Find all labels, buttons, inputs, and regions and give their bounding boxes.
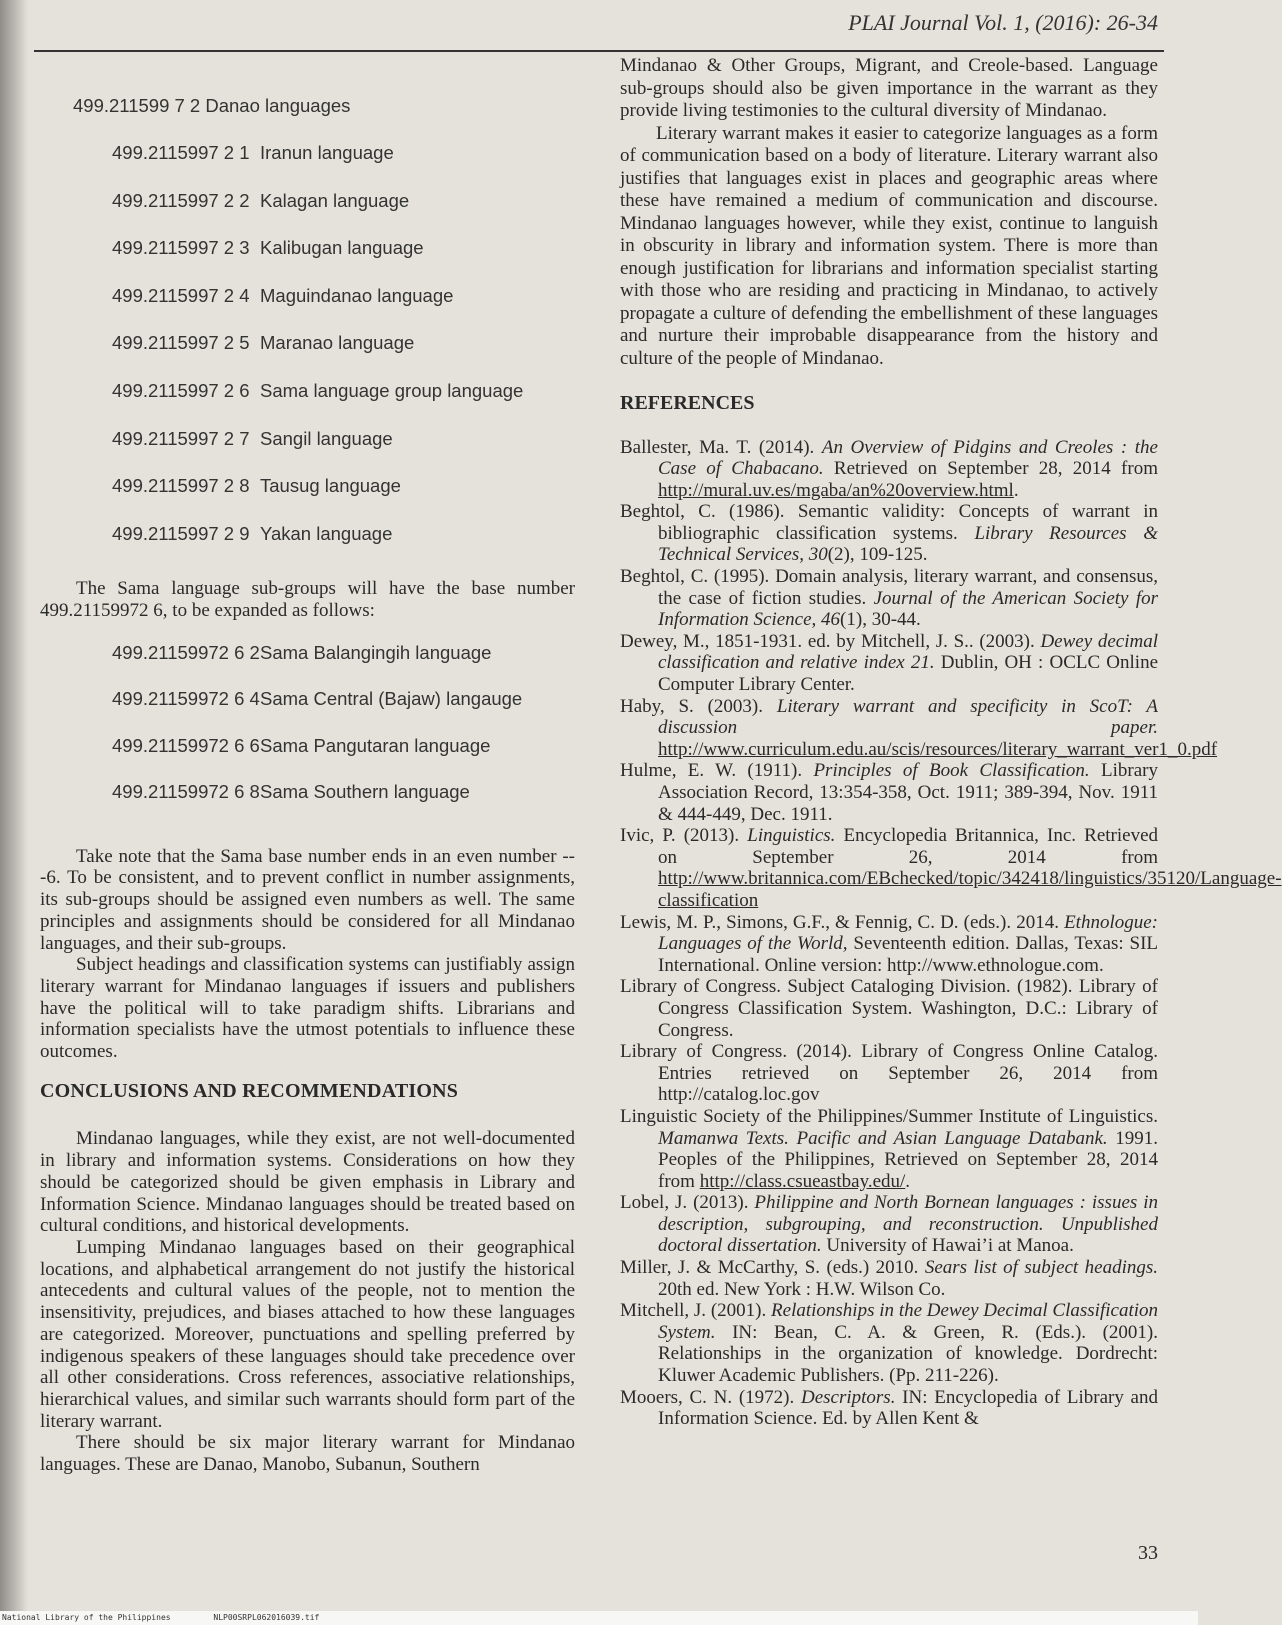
reference-text: Dublin, OH : OCLC Online Computer Library Center. bbox=[658, 652, 1159, 696]
class-number: 499.21159972 6 6 bbox=[112, 734, 260, 756]
reference-text: 20th ed. New York : H.W. Wilson Co. bbox=[658, 1278, 946, 1300]
conclusions-heading: CONCLUSIONS AND RECOMMENDATIONS bbox=[40, 1079, 459, 1102]
reference-entry bbox=[620, 566, 1158, 631]
reference-title: Dewey decimal classification and relative index 21. bbox=[658, 630, 1158, 674]
reference-entry bbox=[620, 1106, 1158, 1192]
reference-title: Library Resources & Technical Services, 30 bbox=[658, 522, 1158, 566]
reference-entry bbox=[620, 1257, 1158, 1300]
reference-text: Haby, S. (2003). bbox=[620, 695, 777, 717]
right-column bbox=[620, 55, 1282, 1430]
class-number: 499.21159972 6 2 bbox=[112, 641, 260, 663]
conclusion-paragraph: Mindanao languages, while they exist, are not well-documented in library and information systems. Considerations on how they should be categorized should be given emphasis in Library and Information Science. Mindanao languages should be treated based on cultural conditions, and historical developments. bbox=[40, 1128, 575, 1237]
reference-text: (1), 30-44. bbox=[840, 609, 921, 631]
reference-entry bbox=[620, 501, 1158, 566]
reference-text: Lewis, M. P., Simons, G.F., & Fennig, C. D. (eds.). 2014. bbox=[620, 911, 1065, 933]
reference-title: Journal of the American Society for Information Science, 46 bbox=[658, 587, 1159, 631]
class-number: 499.21159972 6 8 bbox=[112, 781, 260, 803]
header-rule bbox=[34, 50, 1164, 52]
reference-text: Ballester, Ma. T. (2014). bbox=[620, 436, 822, 458]
reference-text: Library Association Record, 13:354-358, Oct. 1911; 389-394, Nov. 1911 & 444-449, Dec. 1911. bbox=[658, 760, 1158, 825]
footer-file: NLP00SRPL062016039.tif bbox=[213, 1613, 320, 1622]
reference-text: Seventeenth edition. Dallas, Texas: SIL International. Online version: http://www.ethnologue.com. bbox=[658, 933, 1159, 976]
class-number: 499.2115997 2 8 bbox=[112, 475, 250, 497]
class-label: Kalibugan language bbox=[260, 237, 424, 259]
conclusion-paragraph: Lumping Mindanao languages based on their geographical locations, and alphabetical arrangement do not justify the historical antecedents and cultural values of the people, not to mention the insensitivity, prejudices, and biases attached to how these languages are categorized. Moreover, punctuations and spelling preferred by indigenous speakers of these languages should take precedence over all other considerations. Cross references, associative relationships, hierarchical values, and similar such warrants should form part of the literary warrant. bbox=[40, 1237, 575, 1432]
reference-text: IN: Bean, C. A. & Green, R. (Eds.). (2001). Relationships in the organization of knowledge. Dordrecht: Kluwer Academic Publishers. (Pp. 211-226). bbox=[658, 1321, 1158, 1387]
class-number: 499.2115997 2 9 bbox=[112, 522, 250, 544]
reference-text: Hulme, E. W. (1911). bbox=[620, 760, 814, 782]
sama-classification-list bbox=[40, 642, 575, 828]
sama-row bbox=[40, 688, 575, 735]
class-label: Sangil language bbox=[260, 427, 393, 449]
sama-row bbox=[40, 781, 575, 828]
class-number: 499.2115997 2 4 bbox=[112, 284, 250, 306]
reference-title: Ethnologue: Languages of the World, bbox=[658, 911, 1158, 955]
classification-row bbox=[40, 475, 575, 523]
class-number: 499.21159972 6 4 bbox=[112, 688, 260, 710]
class-number: 499.2115997 2 6 bbox=[112, 379, 250, 401]
reference-text: Encyclopedia Britannica, Inc. Retrieved on September 26, 2014 from bbox=[658, 825, 1159, 868]
reference-text: IN: Encyclopedia of Library and Information Science. Ed. by Allen Kent & bbox=[658, 1386, 1158, 1430]
reference-text: Beghtol, C. (1986). Semantic validity: Concepts of warrant in bibliographic classification systems. bbox=[620, 501, 1158, 544]
reference-title: Literary warrant and specificity in ScoT: A discussion paper. bbox=[658, 695, 1158, 739]
reference-entry bbox=[620, 1041, 1158, 1106]
classification-row bbox=[40, 332, 575, 380]
reference-entry bbox=[620, 912, 1158, 977]
class-number: 499.2115997 2 5 bbox=[112, 332, 250, 354]
class-label: Maranao language bbox=[260, 332, 415, 354]
classification-row bbox=[40, 237, 575, 285]
page-number: 33 bbox=[1138, 1542, 1158, 1564]
classification-heading: 499.211599 7 2 Danao languages bbox=[73, 95, 351, 116]
class-label: Sama Central (Bajaw) langauge bbox=[260, 688, 523, 710]
references-list bbox=[620, 436, 1282, 1430]
reference-text: . bbox=[905, 1170, 911, 1192]
classification-row bbox=[40, 142, 575, 190]
running-head: PLAI Journal Vol. 1, (2016): 26-34 bbox=[848, 10, 1158, 35]
footer-library: National Library of the Philippines bbox=[2, 1613, 171, 1622]
sama-row bbox=[40, 642, 575, 689]
reference-text: (2), 109-125. bbox=[827, 544, 928, 566]
reference-link: http://class.csueastbay.edu/ bbox=[699, 1170, 906, 1192]
reference-entry bbox=[620, 760, 1158, 825]
book-spine-shadow bbox=[0, 0, 28, 1625]
classification-row bbox=[40, 523, 575, 571]
reference-entry bbox=[620, 1300, 1158, 1386]
sama-row bbox=[40, 735, 575, 782]
reference-text: Miller, J. & McCarthy, S. (eds.) 2010. bbox=[620, 1257, 925, 1279]
reference-entry bbox=[620, 976, 1158, 1041]
left-column bbox=[40, 95, 575, 1476]
classification-row bbox=[40, 285, 575, 333]
reference-title: Sears list of subject headings. bbox=[924, 1257, 1159, 1279]
classification-row bbox=[40, 190, 575, 238]
reference-text: Library of Congress. (2014). Library of Congress Online Catalog. Entries retrieved on September 26, 2014 from http://catalog.loc.gov bbox=[620, 1041, 1158, 1106]
reference-title: Relationships in the Dewey Decimal Classification System. bbox=[658, 1300, 1158, 1343]
class-label: Sama language group language bbox=[260, 379, 524, 401]
class-number: 499.2115997 2 7 bbox=[112, 427, 250, 449]
body-paragraph: Take note that the Sama base number ends in an even number ---6. To be consistent, and to prevent conflict in number assignments, its sub-groups should be assigned even numbers as well. The same principles and assignments should be considered for all Mindanao languages, and their sub-groups. bbox=[40, 845, 575, 954]
reference-entry bbox=[620, 631, 1158, 696]
reference-title: Philippine and North Bornean languages : issues in description, subgrouping, and reconstruction. Unpublished doctoral dissertation. bbox=[658, 1192, 1158, 1257]
class-number: 499.2115997 2 2 bbox=[112, 189, 250, 211]
reference-link: http://mural.uv.es/mgaba/an%20overview.html bbox=[658, 479, 1014, 501]
reference-title: Mamanwa Texts. Pacific and Asian Language Databank. bbox=[658, 1127, 1108, 1149]
references-heading: REFERENCES bbox=[620, 392, 755, 414]
reference-title: Descriptors. bbox=[800, 1386, 896, 1408]
classification-row bbox=[40, 428, 575, 476]
body-paragraph: Subject headings and classification systems can justifiably assign literary warrant for Mindanao languages if issuers and publishers have the political will to take paradigm shifts. Librarians and information specialists have the utmost potentials to influence these outcomes. bbox=[40, 954, 575, 1063]
reference-text: Library of Congress. Subject Cataloging Division. (1982). Library of Congress Classification System. Washington, D.C.: Library of Congress. bbox=[620, 976, 1158, 1041]
reference-text: Mitchell, J. (2001). bbox=[620, 1300, 772, 1322]
reference-text: Ivic, P. (2013). bbox=[620, 825, 748, 847]
reference-link: http://www.britannica.com/EBchecked/topic/342418/linguistics/35120/Language-classification bbox=[658, 868, 1282, 911]
class-number: 499.2115997 2 3 bbox=[112, 237, 250, 259]
class-label: Iranun language bbox=[260, 142, 394, 163]
reference-entry bbox=[620, 1192, 1158, 1257]
reference-title: Linguistics. bbox=[747, 825, 836, 847]
reference-text: 1991. Peoples of the Philippines, Retrieved on September 28, 2014 from bbox=[658, 1127, 1159, 1192]
class-label: Kalagan language bbox=[260, 189, 410, 211]
classification-list bbox=[40, 95, 575, 570]
reference-text: Lobel, J. (2013). bbox=[620, 1192, 755, 1214]
class-label: Maguindanao language bbox=[260, 284, 454, 306]
class-label: Tausug language bbox=[260, 475, 401, 497]
class-label: Yakan language bbox=[260, 522, 393, 544]
reference-title: Principles of Book Classification. bbox=[813, 760, 1090, 782]
class-label: Sama Pangutaran language bbox=[260, 734, 491, 756]
reference-text: University of Hawai’i at Manoa. bbox=[821, 1235, 1074, 1257]
reference-text: Mooers, C. N. (1972). bbox=[620, 1386, 801, 1408]
reference-text: . bbox=[1013, 479, 1019, 501]
reference-entry bbox=[620, 1387, 1158, 1430]
reference-entry bbox=[620, 825, 1282, 911]
reference-link: http://www.curriculum.edu.au/scis/resources/literary_warrant_ver1_0.pdf bbox=[658, 738, 1218, 760]
reference-entry bbox=[620, 695, 1218, 761]
reference-text: Linguistic Society of the Philippines/Summer Institute of Linguistics. bbox=[620, 1105, 1158, 1127]
reference-text: Beghtol, C. (1995). Domain analysis, literary warrant, and consensus, the case of fiction studies. bbox=[620, 566, 1158, 609]
reference-text: Dewey, M., 1851-1931. ed. by Mitchell, J. S.. (2003). bbox=[620, 630, 1041, 652]
class-label: Sama Southern language bbox=[260, 781, 470, 803]
class-label: Sama Balangingih language bbox=[260, 641, 492, 663]
body-paragraph: Literary warrant makes it easier to categorize languages as a form of communication based on a body of literature. Literary warrant also justifies that languages exist in places and geographic areas where these have remained a medium of communication and discourse. Mindanao languages however, while they exist, continue to languish in obscurity in library and information system. There is more than enough justification for librarians and information specialist starting with those who are residing and practicing in Mindanao, to actively propagate a culture of defending the embellishment of these languages and nurture their improbable disappearance from the history and culture of the people of Mindanao. bbox=[620, 122, 1158, 369]
reference-entry bbox=[620, 437, 1158, 502]
class-number: 499.2115997 2 1 bbox=[112, 142, 250, 163]
reference-text: Retrieved on September 28, 2014 from bbox=[823, 458, 1158, 480]
body-paragraph: Mindanao & Other Groups, Migrant, and Creole-based. Language sub-groups should also be given importance in the warrant as they provide living testimonies to the cultural diversity of Mindanao. bbox=[620, 55, 1158, 121]
sama-intro-paragraph: The Sama language sub-groups will have the base number 499.21159972 6, to be expanded as follows: bbox=[40, 578, 575, 622]
reference-title: An Overview of Pidgins and Creoles : the Case of Chabacano. bbox=[658, 436, 1158, 480]
conclusion-paragraph: There should be six major literary warrant for Mindanao languages. These are Danao, Manobo, Subanun, Southern bbox=[40, 1432, 575, 1476]
scan-footer bbox=[0, 1611, 1198, 1625]
classification-row bbox=[40, 380, 575, 428]
